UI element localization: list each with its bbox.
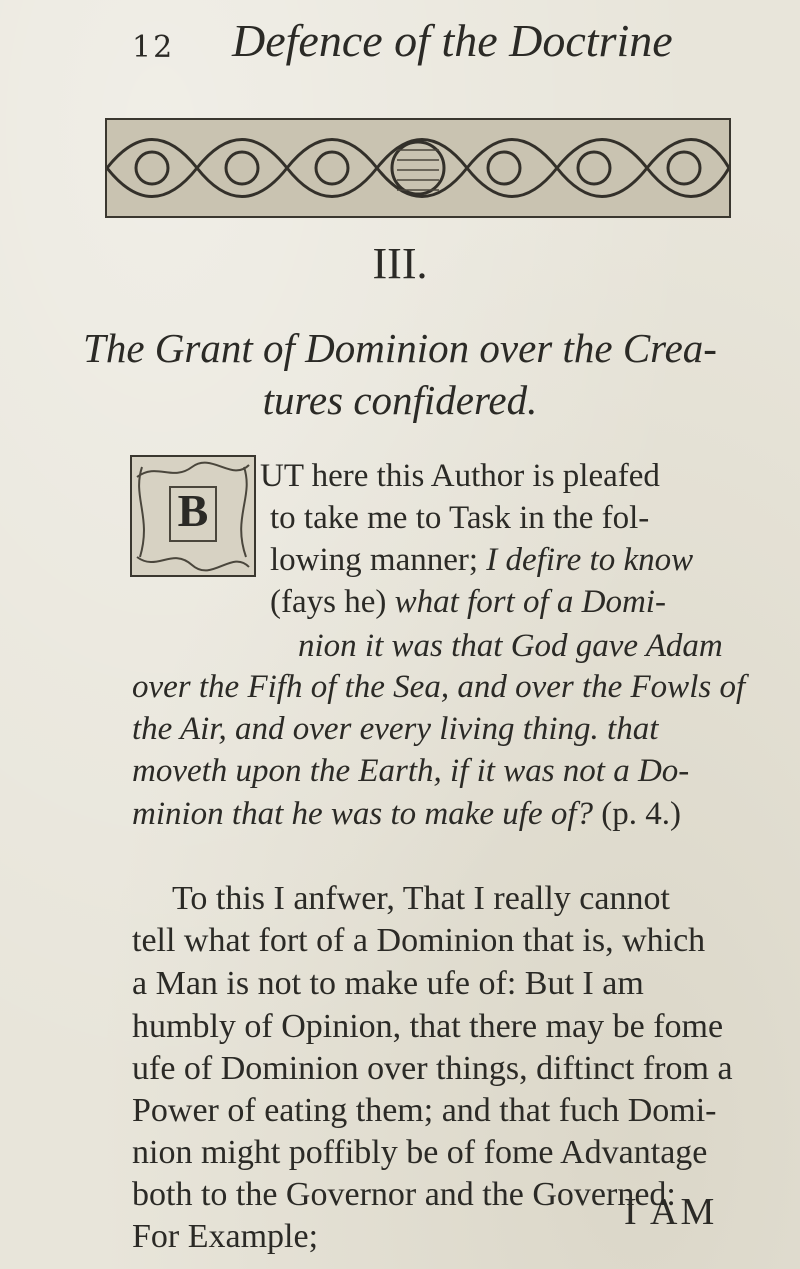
page-number: 12 — [132, 30, 175, 65]
headpiece-ornament-icon — [107, 120, 729, 216]
section-title-line-2: tures confidered. — [262, 377, 538, 423]
answer-line-1: To this I anfwer, That I really cannot — [172, 880, 670, 917]
quoted-line-2: to take me to Task in the fol- — [270, 500, 650, 536]
decorative-headpiece — [105, 118, 731, 218]
quoted-line-9-a: minion that he was to make ufe of? — [132, 796, 602, 832]
answer-line-7: nion might poffibly be of fome Advantage — [132, 1134, 708, 1171]
quoted-line-3 — [270, 542, 693, 579]
quoted-line-6: over the Fifh of the Sea, and over the Fowls of — [132, 669, 746, 705]
answer-line-3: a Man is not to make ufe of: But I am — [132, 965, 644, 1002]
quoted-line-4 — [270, 584, 666, 621]
quoted-line-3-a: lowing manner; — [270, 542, 487, 578]
answer-line-4: humbly of Opinion, that there may be fome — [132, 1008, 724, 1045]
section-title — [60, 322, 740, 426]
quoted-line-4-b: what fort of a Domi- — [394, 584, 666, 620]
drop-cap-letter: B — [177, 485, 209, 536]
quoted-line-3-b: I defire to know — [486, 542, 694, 578]
section-title-line-1: The Grant of Dominion over the Crea- — [83, 325, 717, 371]
answer-line-5: ufe of Dominion over things, diftinct from a — [132, 1050, 733, 1087]
quoted-line-9 — [132, 796, 681, 833]
quoted-line-4-a: (fays he) — [270, 584, 395, 620]
answer-line-8: both to the Governor and the Governed: — [132, 1176, 676, 1213]
running-title: Defence of the Doctrine — [232, 15, 673, 66]
drop-cap — [130, 455, 256, 577]
section-number: III. — [372, 239, 428, 288]
catchword: I AM — [624, 1191, 718, 1233]
running-head — [132, 14, 740, 70]
quoted-line-7: the Air, and over every living thing. that — [132, 711, 659, 747]
answer-line-9: For Example; — [132, 1218, 319, 1255]
quoted-line-9-b: (p. 4.) — [601, 796, 682, 832]
quoted-line-8: moveth upon the Earth, if it was not a Do- — [132, 753, 690, 789]
quoted-line-1: UT here this Author is pleafed — [260, 458, 660, 494]
quoted-line-5: nion it was that God gave Adam — [298, 628, 723, 664]
answer-line-2: tell what fort of a Dominion that is, which — [132, 922, 706, 959]
answer-line-6: Power of eating them; and that fuch Domi- — [132, 1092, 717, 1129]
